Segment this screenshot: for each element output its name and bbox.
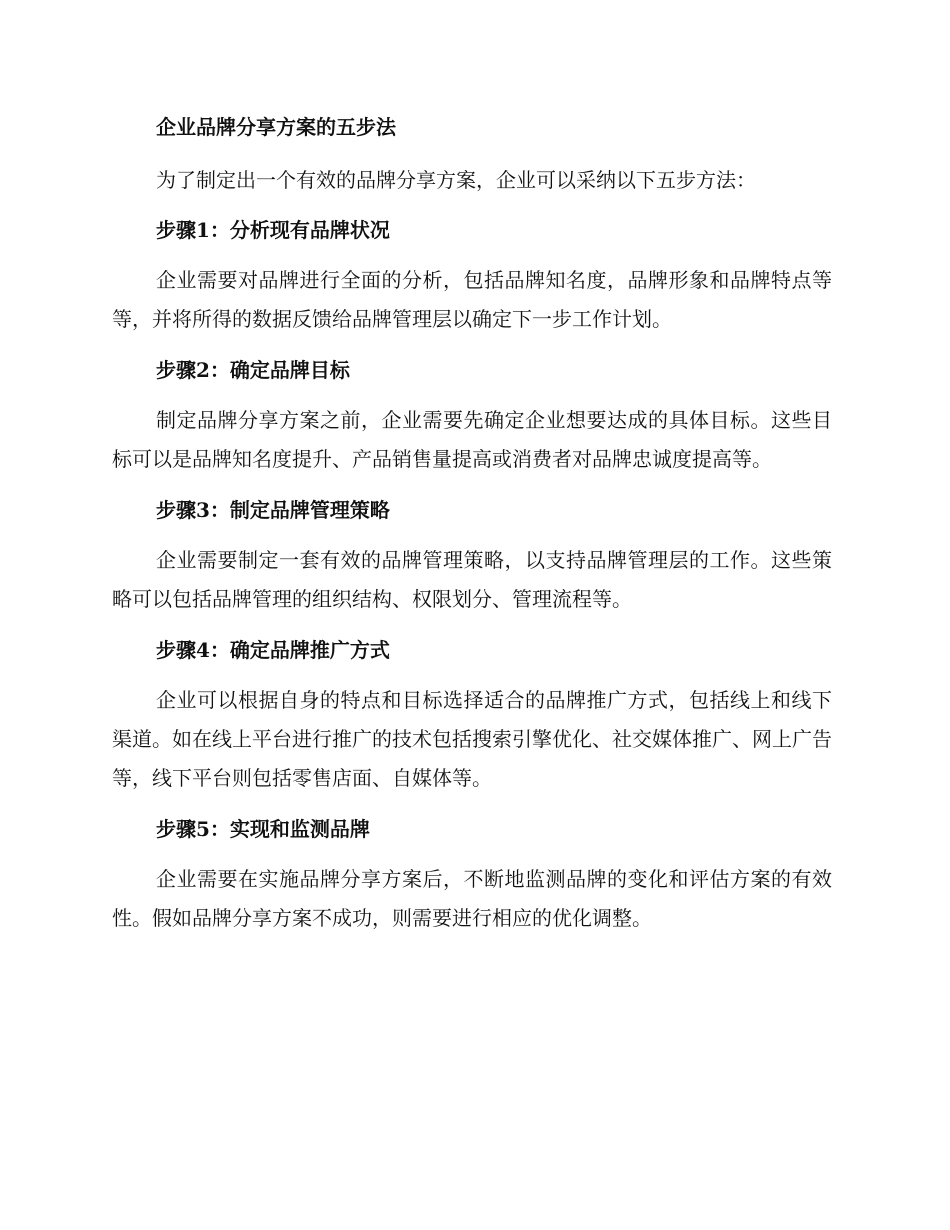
step-body-5: 企业需要在实施品牌分享方案后，不断地监测品牌的变化和评估方案的有效性。假如品牌分享方案不成功，则需要进行相应的优化调整。 xyxy=(112,867,832,930)
step-body-3: 企业需要制定一套有效的品牌管理策略，以支持品牌管理层的工作。这些策略可以包括品牌管理的组织结构、权限划分、管理流程等。 xyxy=(112,548,832,611)
step-body-1: 企业需要对品牌进行全面的分析，包括品牌知名度，品牌形象和品牌特点等等，并将所得的数据反馈给品牌管理层以确定下一步工作计划。 xyxy=(112,268,832,331)
step-section-2 xyxy=(112,353,832,479)
step-body-2: 制定品牌分享方案之前，企业需要先确定企业想要达成的具体目标。这些目标可以是品牌知名度提升、产品销售量提高或消费者对品牌忠诚度提高等。 xyxy=(112,408,832,471)
document-page xyxy=(112,110,832,938)
document-title: 企业品牌分享方案的五步法 xyxy=(156,115,396,139)
step-heading-3: 步骤3：制定品牌管理策略 xyxy=(156,498,390,522)
step-section-1 xyxy=(112,213,832,339)
step-heading-2: 步骤2：确定品牌目标 xyxy=(156,358,350,382)
step-section-4 xyxy=(112,633,832,798)
step-section-3 xyxy=(112,493,832,619)
step-heading-4: 步骤4：确定品牌推广方式 xyxy=(156,638,390,662)
step-body-4: 企业可以根据自身的特点和目标选择适合的品牌推广方式，包括线上和线下渠道。如在线上平台进行推广的技术包括搜索引擎优化、社交媒体推广、网上广告等，线下平台则包括零售店面、自媒体等。 xyxy=(112,688,832,790)
step-section-5 xyxy=(112,812,832,938)
step-heading-1: 步骤1：分析现有品牌状况 xyxy=(156,218,390,242)
step-heading-5: 步骤5：实现和监测品牌 xyxy=(156,817,370,841)
intro-paragraph: 为了制定出一个有效的品牌分享方案，企业可以采纳以下五步方法： xyxy=(156,168,756,192)
